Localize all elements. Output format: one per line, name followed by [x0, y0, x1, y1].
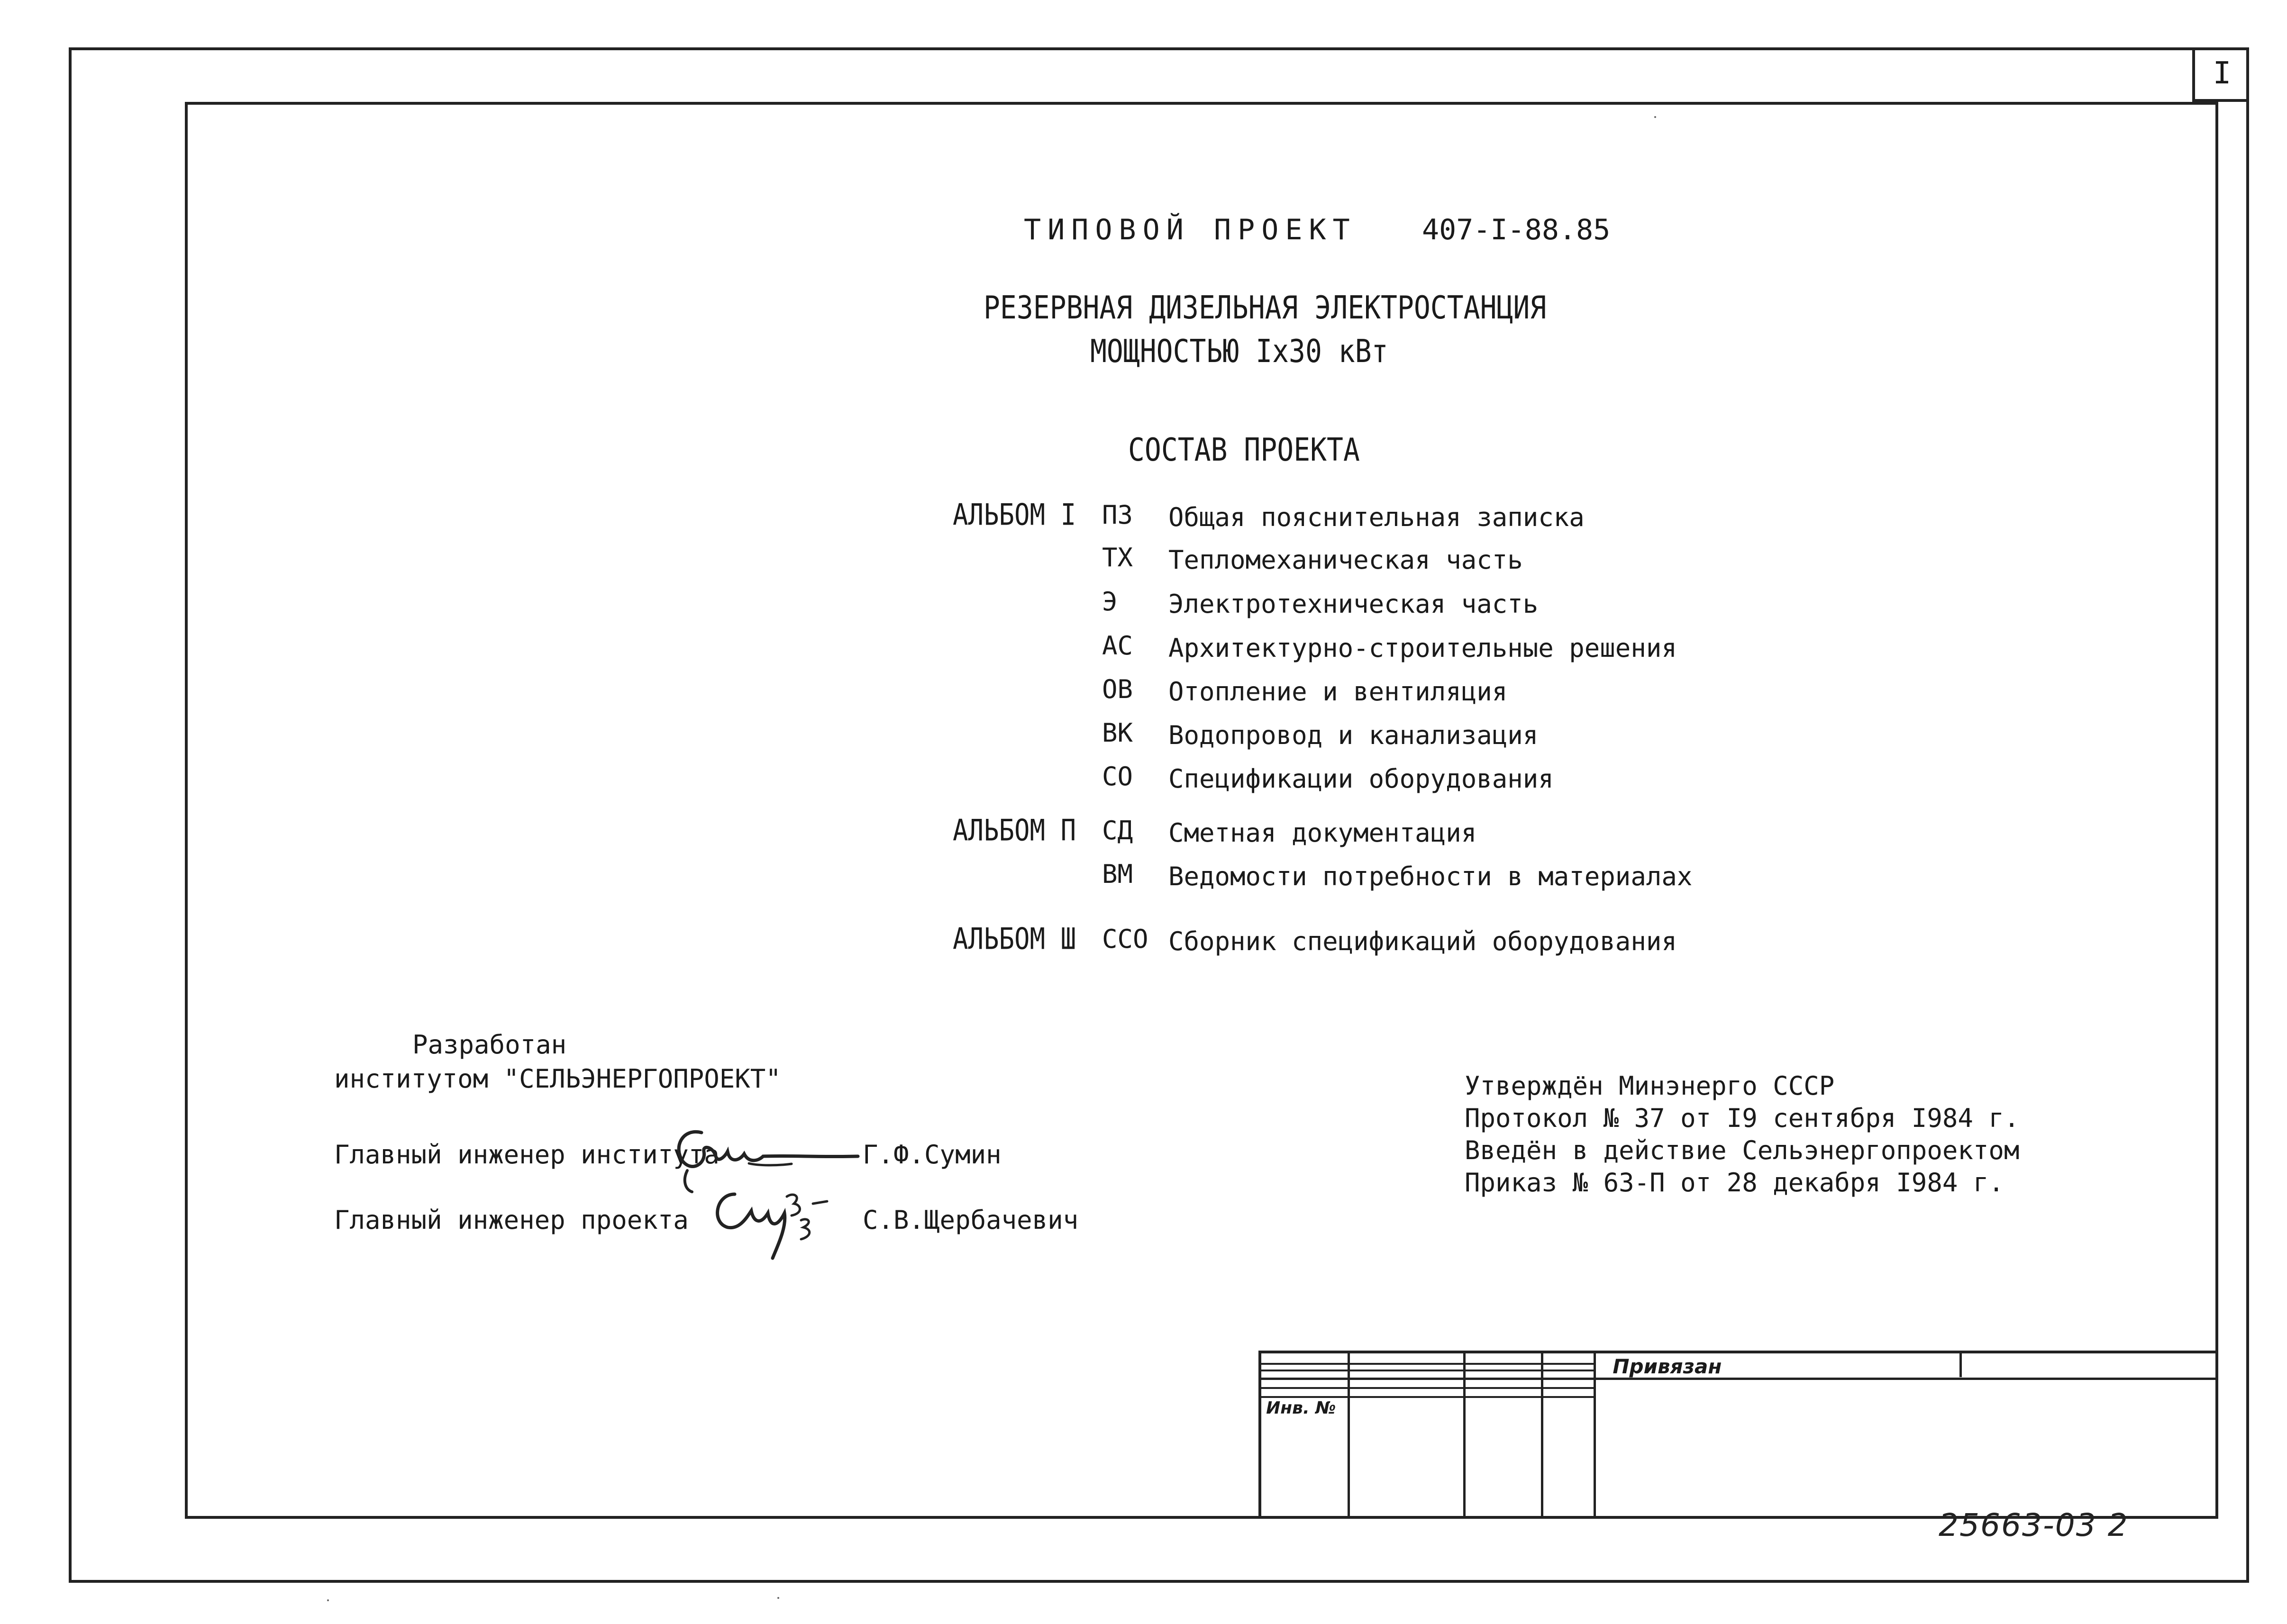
- section-title: Сметная документация: [1168, 818, 1477, 848]
- handwritten-number: 25663-03 2: [1939, 1507, 2129, 1543]
- section-code: ОВ: [1102, 674, 1133, 704]
- developer-line1: Разработан: [412, 1030, 567, 1060]
- scan-speck: [1654, 116, 1656, 118]
- section-title: Водопровод и канализация: [1168, 720, 1539, 750]
- chief-project-name: С.В.Щербачевич: [863, 1205, 1079, 1235]
- project-number: 407-I-88.85: [1422, 213, 1611, 246]
- section-title: Электротехническая часть: [1168, 589, 1539, 619]
- approval-line3: Введён в действие Сельэнергопроектом: [1465, 1135, 2020, 1165]
- section-title: Архитектурно-строительные решения: [1168, 633, 1677, 663]
- section-title: Сборник спецификаций оборудования: [1168, 926, 1677, 956]
- section-code: СО: [1102, 762, 1133, 791]
- section-code: ССО: [1102, 924, 1148, 954]
- album-label: АЛЬБОМ I: [953, 498, 1076, 532]
- developer-line2: институтом "СЕЛЬЭНЕРГОПРОЕКТ": [334, 1064, 781, 1094]
- subtitle-line2: МОЩНОСТЬЮ Iх30 кВт: [1090, 332, 1388, 370]
- chief-project-label: Главный инженер проекта: [334, 1205, 689, 1235]
- section-code: ВМ: [1102, 859, 1133, 889]
- section-code: ПЗ: [1102, 500, 1133, 530]
- approval-line1: Утверждён Минэнерго СССР: [1465, 1071, 1835, 1101]
- scan-speck: [327, 1599, 329, 1601]
- album-label: АЛЬБОМ Ш: [953, 922, 1076, 956]
- inv-number-label: Инв. №: [1266, 1398, 1336, 1418]
- subtitle-line1: РЕЗЕРВНАЯ ДИЗЕЛЬНАЯ ЭЛЕКТРОСТАНЦИЯ: [984, 289, 1547, 327]
- composition-heading: СОСТАВ ПРОЕКТА: [1128, 431, 1360, 469]
- section-code: АС: [1102, 631, 1133, 661]
- section-title: Ведомости потребности в материалах: [1168, 862, 1693, 891]
- section-title: Общая пояснительная записка: [1168, 502, 1585, 532]
- section-code: СД: [1102, 816, 1133, 845]
- approval-line2: Протокол № 37 от I9 сентября I984 г.: [1465, 1103, 2020, 1133]
- page-number: I: [2192, 47, 2249, 102]
- title-block-stamp: [1258, 1351, 2216, 1516]
- document-title: ТИПОВОЙ ПРОЕКТ: [1024, 213, 1357, 246]
- section-code: ТХ: [1102, 543, 1133, 572]
- attached-label: Привязан: [1613, 1354, 1722, 1378]
- approval-line4: Приказ № 63-П от 28 декабря I984 г.: [1465, 1168, 2004, 1198]
- album-label: АЛЬБОМ П: [953, 813, 1076, 848]
- section-title: Отопление и вентиляция: [1168, 677, 1508, 707]
- chief-institute-label: Главный инженер института: [334, 1140, 720, 1170]
- section-title: Тепломеханическая часть: [1168, 545, 1523, 575]
- chief-institute-name: Г.Ф.Сумин: [863, 1140, 1002, 1170]
- section-code: Э: [1102, 587, 1118, 617]
- section-title: Спецификации оборудования: [1168, 764, 1554, 794]
- signature-scherbachevich: [706, 1175, 848, 1265]
- section-code: ВК: [1102, 718, 1133, 748]
- scan-speck: [777, 1597, 779, 1599]
